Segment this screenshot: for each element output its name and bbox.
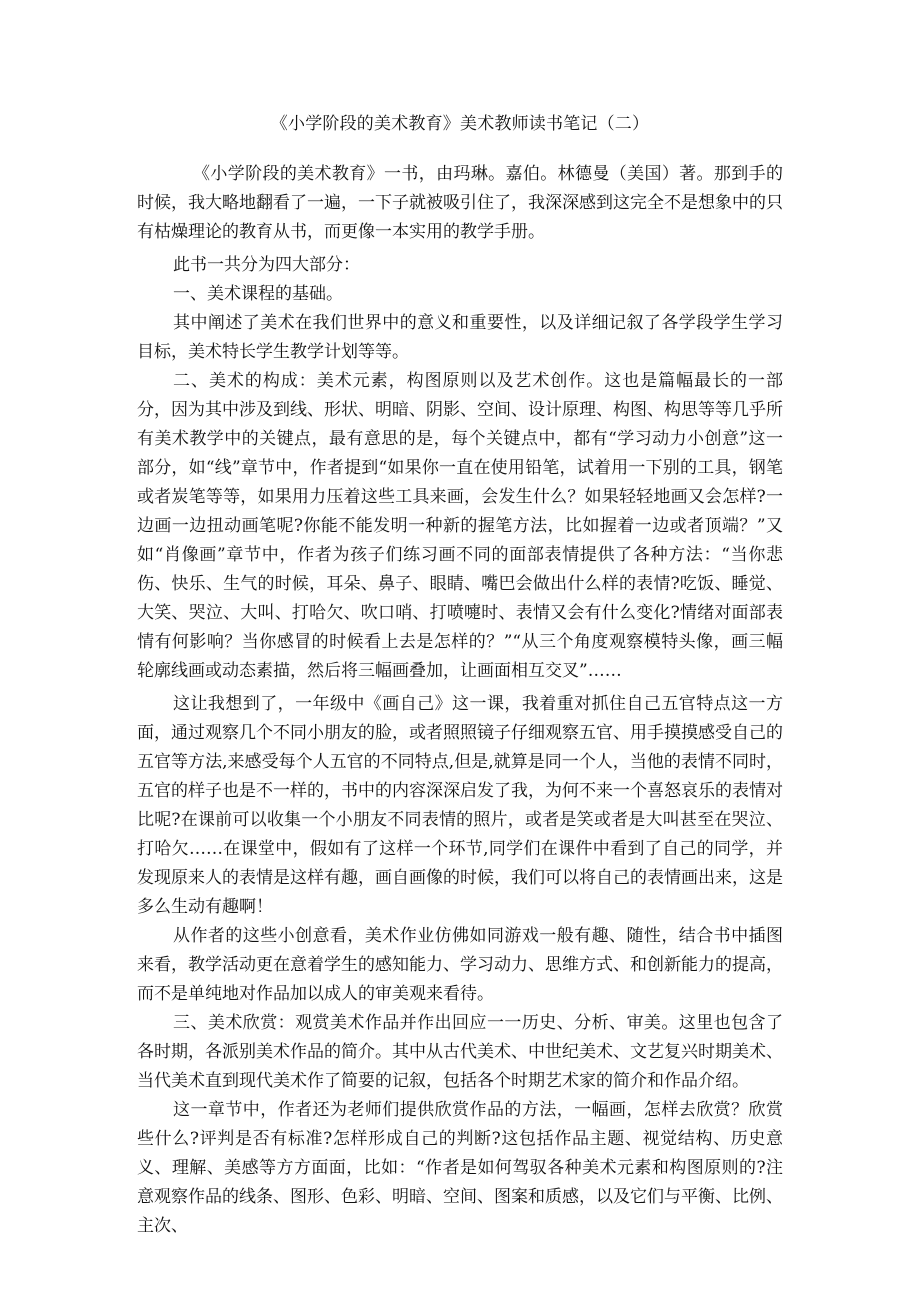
paragraph-section-one-body: 其中阐述了美术在我们世界中的意义和重要性，以及详细记叙了各学段学生学习目标，美术特长学生教学计划等等。 — [137, 313, 783, 362]
paragraph-structure: 此书一共分为四大部分： — [173, 255, 360, 275]
paragraph-appreciation-methods: 这一章节中，作者还为老师们提供欣赏作品的方法，一幅画，怎样去欣赏？欣赏些什么?评判是否有标准?怎样形成自己的判断?这包括作品主题、视觉结构、历史意义、理解、美感等方方面面，比如：“作者是如何驾驭各种美术元素和构图原则的?注意观察作品的线条、图形、色彩、明暗、空间、图案和质感，以及它们与平衡、比例、主次、 — [137, 1100, 783, 1236]
paragraph-intro: 《小学阶段的美术教育》一书，由玛琳。嘉伯。林德曼（美国）著。那到手的时候，我大略地翻看了一遍，一下子就被吸引住了，我深深感到这完全不是想象中的只有枯燥理论的教育从书，而更像一本实用的教学手册。 — [137, 164, 783, 242]
document-body — [137, 160, 783, 1241]
document-title: 《小学阶段的美术教育》美术教师读书笔记（二） — [270, 114, 650, 134]
paragraph-section-one-heading: 一、美术课程的基础。 — [173, 284, 343, 304]
paragraph-section-two: 二、美术的构成：美术元素，构图原则以及艺术创作。这也是篇幅最长的一部分，因为其中涉及到线、形状、明暗、阴影、空间、设计原理、构图、构思等等几乎所有美术教学中的关键点，最有意思的是，每个关键点中，都有“学习动力小创意”这一部分，如“线”章节中，作者提到“如果你一直在使用铅笔，试着用一下别的工具，钢笔或者炭笔等等，如果用力压着这些工具来画，会发生什么？如果轻轻地画又会怎样?一边画一边扭动画笔呢?你能不能发明一种新的握笔方法，比如握着一边或者顶端？”又如“肖像画”章节中，作者为孩子们练习画不同的面部表情提供了各种方法：“当你悲伤、快乐、生气的时候，耳朵、鼻子、眼睛、嘴巴会做出什么样的表情?吃饭、睡觉、大笑、哭泣、大叫、打哈欠、吹口哨、打喷嚏时、表情又会有什么变化?情绪对面部表情有何影响？当你感冒的时候看上去是怎样的？”“从三个角度观察模特头像，画三幅轮廓线画或动态素描，然后将三幅画叠加，让画面相互交叉”…… — [137, 371, 783, 681]
paragraph-section-three: 三、美术欣赏：观赏美术作品并作出回应一一历史、分析、审美。这里也包含了各时期，各派别美术作品的简介。其中从古代美术、中世纪美术、文艺复兴时期美术、当代美术直到现代美术作了简要的记叙，包括各个时期艺术家的简介和作品介绍。 — [137, 1013, 783, 1091]
paragraph-creative-ideas: 从作者的这些小创意看，美术作业仿佛如同游戏一般有趣、随性，结合书中插图来看，教学活动更在意着学生的感知能力、学习动力、思维方式、和创新能力的提高，而不是单纯地对作品加以成人的审美观来看待。 — [137, 926, 783, 1004]
paragraph-reflection: 这让我想到了，一年级中《画自己》这一课，我着重对抓住自己五官特点这一方面，通过观察几个不同小朋友的脸，或者照照镜子仔细观察五官、用手摸摸感受自己的五官等方法,来感受每个人五官的不同特点,但是,就算是同一个人，当他的表情不同时，五官的样子也是不一样的，书中的内容深深启发了我，为何不来一个喜怒哀乐的表情对比呢?在课前可以收集一个小朋友不同表情的照片，或者是笑或者是大叫甚至在哭泣、打哈欠……在课堂中，假如有了这样一个环节,同学们在课件中看到了自己的同学，并发现原来人的表情是这样有趣，画自画像的时候，我们可以将自己的表情画出来，这是多么生动有趣啊！ — [137, 694, 783, 917]
